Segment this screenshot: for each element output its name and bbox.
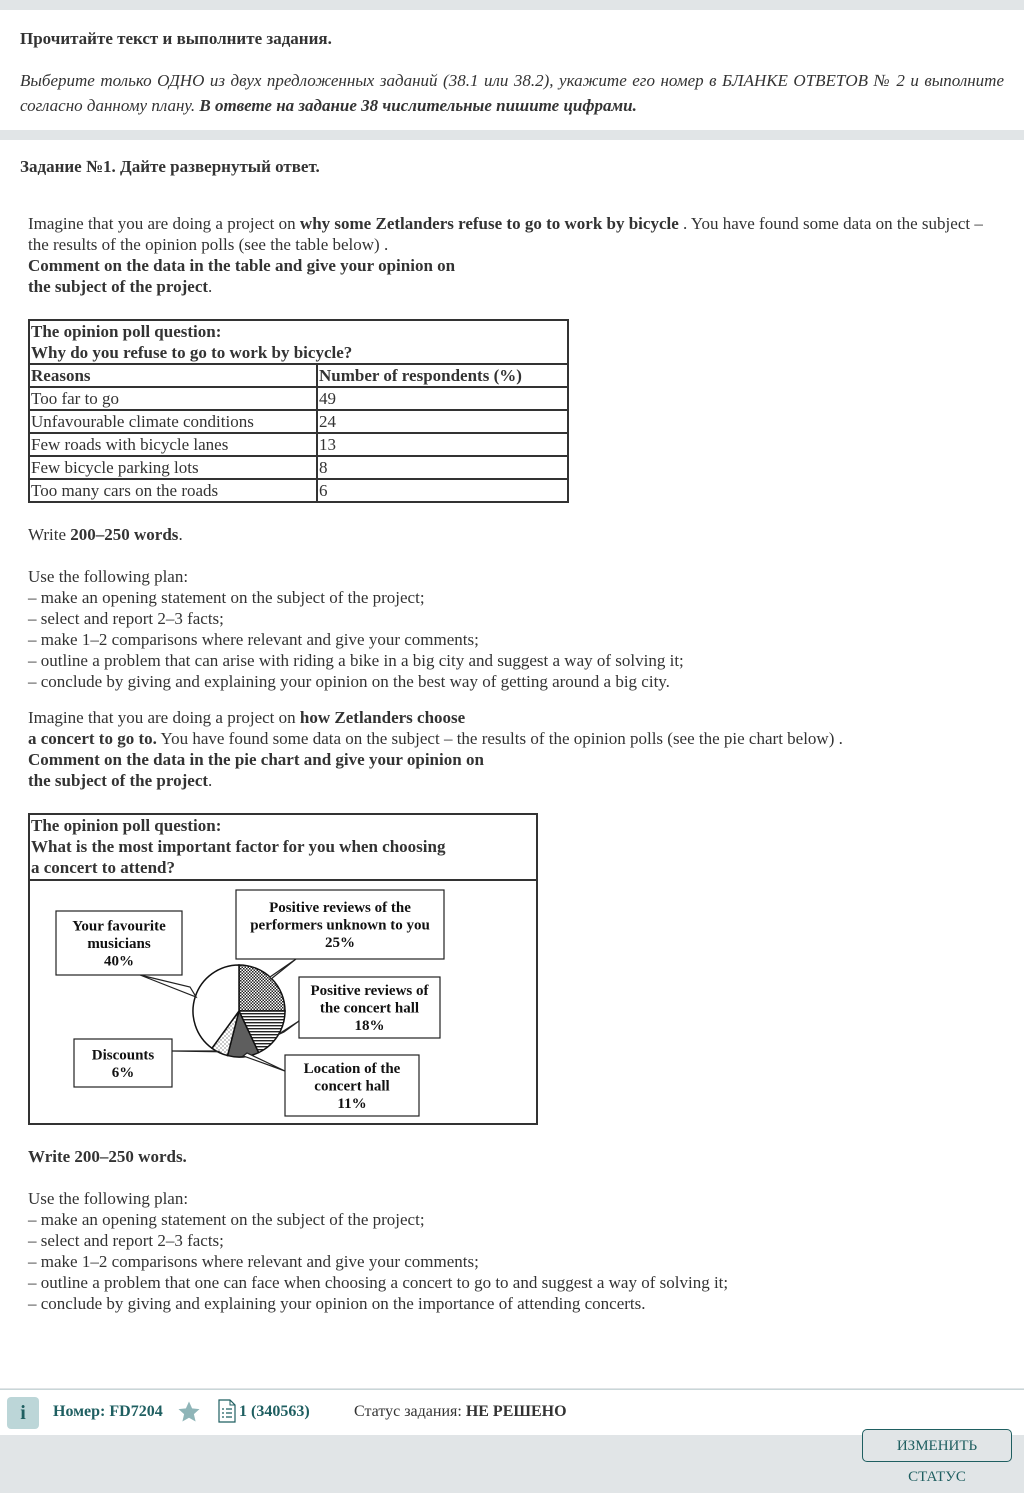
- document-list-icon[interactable]: [218, 1399, 236, 1428]
- col-header-reasons: Reasons: [29, 364, 317, 387]
- table-row: [29, 479, 568, 502]
- star-icon[interactable]: [176, 1400, 202, 1429]
- cell-reason: Unfavourable climate conditions: [29, 410, 317, 433]
- slice-value-label: 11%: [337, 1096, 367, 1112]
- text: What is the most important factor for you when choosing: [31, 837, 446, 856]
- pie-chart: [30, 881, 536, 1123]
- plan-item: – make an opening statement on the subject of the project;: [28, 588, 425, 607]
- part2-intro-b: [28, 728, 1003, 749]
- slice-value-label: 6%: [111, 1064, 135, 1081]
- table-row: [29, 410, 568, 433]
- task-number: Номер: FD7204: [53, 1403, 163, 1420]
- cell-value: 13: [317, 433, 568, 456]
- plan-item: – outline a problem that can arise with riding a bike in a big city and suggest a way of solving it;: [28, 651, 684, 670]
- slice-value-label: 40%: [104, 953, 134, 970]
- table-row: [29, 456, 568, 479]
- text: Why do you refuse to go to work by bicycle?: [31, 343, 353, 362]
- slice-label: concert hall: [314, 1078, 390, 1095]
- text: Imagine that you are doing a project on: [28, 708, 300, 727]
- slice-label: Your favourite: [72, 918, 166, 935]
- part1-plan-title: Use the following plan:: [28, 567, 189, 586]
- slice-value-label: 25%: [325, 935, 355, 951]
- cell-value: 8: [317, 456, 568, 479]
- text: Comment on the data in the pie chart and give your opinion on: [28, 750, 484, 769]
- slice-value-label: 18%: [354, 1018, 385, 1034]
- text: the subject of the project: [28, 277, 209, 296]
- intro-text-italic: Выберите только ОДНО из двух предложенных заданий (38.1 или 38.2), укажите его номер в БЛАНКЕ ОТВЕТОВ № 2 и выполните согласно данному плану.: [20, 71, 1004, 115]
- text: .: [208, 277, 213, 296]
- callout-pointer: [172, 1051, 220, 1052]
- word-count: Write 200–250 words.: [28, 1147, 187, 1166]
- table-question-row: [29, 320, 568, 364]
- part2-intro: [28, 707, 1003, 728]
- task-status: [354, 1403, 567, 1421]
- cell-reason: Few roads with bicycle lanes: [29, 433, 317, 456]
- variant-link[interactable]: 1 (340563): [239, 1403, 310, 1420]
- table-question: [29, 320, 568, 364]
- slice-label: musicians: [87, 936, 151, 952]
- cell-value: 49: [317, 387, 568, 410]
- table-row: [29, 387, 568, 410]
- cell-reason: Too many cars on the roads: [29, 479, 317, 502]
- slice-label: Discounts: [91, 1047, 155, 1064]
- task-heading: Задание №1. Дайте развернутый ответ.: [20, 157, 320, 176]
- col-header-number: Number of respondents (%): [317, 364, 568, 387]
- pie-chart-box: [28, 813, 538, 1125]
- word-count: 200–250 words: [70, 525, 179, 544]
- table-header-row: [29, 364, 568, 387]
- intro-text: [20, 68, 1004, 118]
- intro-title: Прочитайте текст и выполните задания.: [20, 29, 332, 48]
- plan-item: – outline a problem that one can face when choosing a concert to go to and suggest a way of solving it;: [28, 1273, 729, 1292]
- change-status-button[interactable]: ИЗМЕНИТЬ СТАТУС: [862, 1429, 1012, 1462]
- part2-comment-2: [28, 770, 1003, 791]
- task-card: [0, 140, 1024, 1388]
- poll-table: [28, 319, 569, 503]
- text: .: [208, 771, 213, 790]
- cell-reason: Too far to go: [29, 387, 317, 410]
- text: the subject of the project: [28, 771, 209, 790]
- text: The opinion poll question:: [31, 322, 222, 341]
- plan-item: – make an opening statement on the subject of the project;: [28, 1210, 425, 1229]
- text: Imagine that you are doing a project on: [28, 214, 300, 233]
- text: Comment on the data in the table and give your opinion on: [28, 256, 456, 275]
- plan-item: – conclude by giving and explaining your opinion on the importance of attending concerts.: [28, 1294, 646, 1313]
- status-label: Статус задания:: [354, 1403, 466, 1420]
- part1-intro: [28, 213, 1003, 234]
- part2-write: [28, 1146, 1003, 1167]
- chart-question: [30, 815, 536, 881]
- part1-write: [28, 524, 1003, 545]
- part1-comment: [28, 255, 1003, 276]
- text: The opinion poll question:: [31, 816, 222, 835]
- plan-item: – make 1–2 comparisons where relevant and give your comments;: [28, 1252, 479, 1271]
- cell-reason: Few bicycle parking lots: [29, 456, 317, 479]
- part2-plan-title: Use the following plan:: [28, 1189, 189, 1208]
- cell-value: 24: [317, 410, 568, 433]
- part1-comment-2: [28, 276, 1003, 297]
- plan-item: – conclude by giving and explaining your opinion on the best way of getting around a big city.: [28, 672, 670, 691]
- text: a concert to attend?: [31, 858, 175, 877]
- slice-label: performers unknown to you: [250, 917, 430, 934]
- plan-item: – select and report 2–3 facts;: [28, 1231, 224, 1250]
- info-button[interactable]: i: [7, 1397, 39, 1429]
- text: You have found some data on the subject – the results of the opinion polls (see the pie chart below) .: [156, 729, 843, 748]
- plan-item: – select and report 2–3 facts;: [28, 609, 224, 628]
- project-topic: why some Zetlanders refuse to go to work by bicycle: [299, 214, 679, 233]
- task-content: [28, 213, 1003, 1314]
- text: .: [178, 525, 183, 544]
- part1-intro-c: the results of the opinion polls (see the table below) .: [28, 235, 389, 254]
- slice-label: the concert hall: [319, 1000, 420, 1017]
- project-topic: a concert to go to.: [28, 729, 157, 748]
- project-topic: how Zetlanders choose: [299, 708, 466, 727]
- slice-label: Positive reviews of: [310, 983, 429, 999]
- slice-label: Location of the: [303, 1061, 401, 1077]
- intro-card: [0, 10, 1024, 130]
- slice-label: Positive reviews of the: [269, 900, 411, 916]
- cell-value: 6: [317, 479, 568, 502]
- table-row: [29, 433, 568, 456]
- text: Write: [28, 525, 71, 544]
- callout-pointer: [270, 959, 296, 979]
- part2-comment: [28, 749, 1003, 770]
- top-bar: [0, 0, 1024, 10]
- text: . You have found some data on the subject –: [678, 214, 983, 233]
- intro-text-bold: В ответе на задание 38 числительные пишите цифрами.: [199, 96, 637, 115]
- plan-item: – make 1–2 comparisons where relevant and give your comments;: [28, 630, 479, 649]
- pie-chart-area: [30, 881, 536, 1123]
- callout-pointer: [243, 1053, 285, 1071]
- status-value: НЕ РЕШЕНО: [465, 1403, 567, 1420]
- callout-pointer: [140, 975, 196, 997]
